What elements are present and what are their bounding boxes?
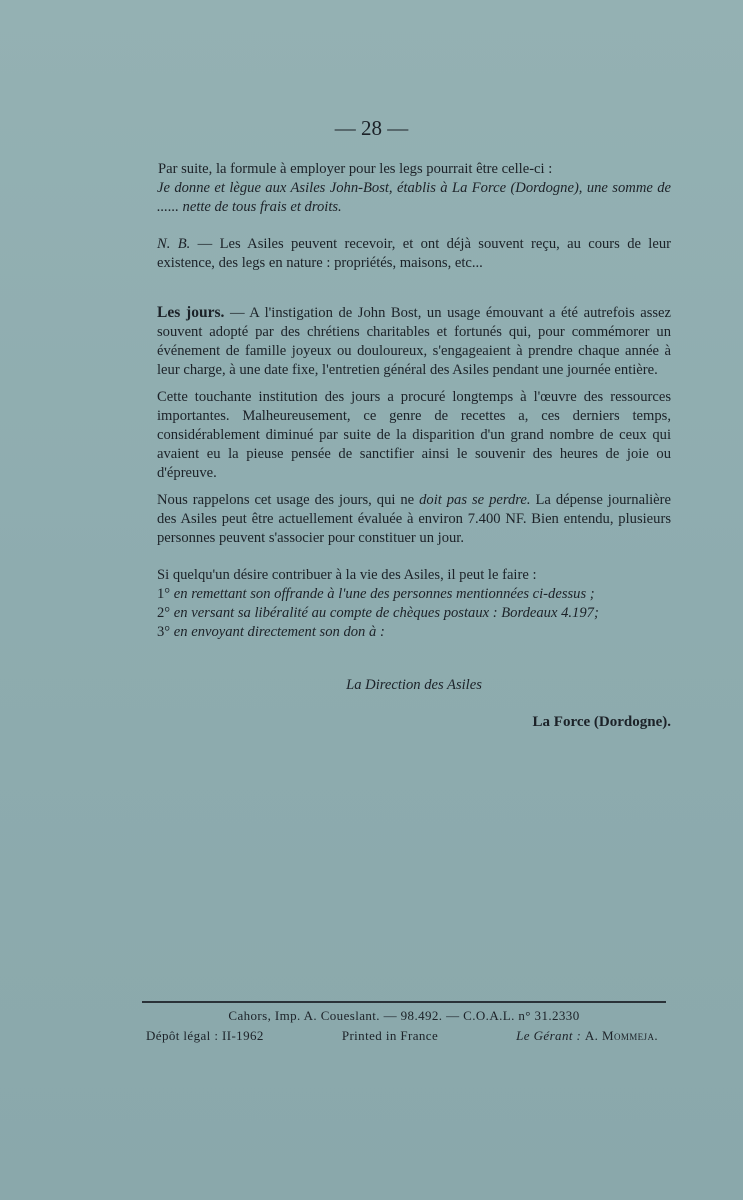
gerant-label: Le Gérant : [516, 1028, 582, 1043]
jours-p3-b: La dépense journalière des Asiles peut être actuellement évaluée à environ 7.400 NF. Bien entendu, plusieurs personnes peuvent s'associer pour constituer un jour. [157, 492, 671, 546]
legs-intro: Par suite, la formule à employer pour les legs pourrait être celle-ci : [158, 161, 553, 177]
jours-heading: Les jours. [157, 304, 225, 321]
footer-divider [142, 1001, 666, 1003]
jours-p3-a: Nous rappelons cet usage des jours, qui ne [157, 492, 420, 508]
page-number: — 28 — [334, 116, 409, 140]
contribuer-intro: Si quelqu'un désire contribuer à la vie des Asiles, il peut le faire : [157, 567, 537, 583]
main-text [157, 160, 671, 732]
item-number: 2° [157, 605, 171, 621]
item-text: en versant sa libéralité au compte de chèques postaux : Bordeaux 4.197; [173, 605, 599, 621]
contribuer-item-2 [157, 604, 671, 623]
item-number: 3° [157, 624, 171, 640]
depot-legal: Dépôt légal : II-1962 [146, 1028, 264, 1043]
item-text: en envoyant directement son don à : [173, 624, 385, 640]
signature-organization: La Direction des Asiles [346, 677, 482, 693]
jours-p1-text: — A l'instigation de John Bost, un usage émouvant a été autrefois assez souvent adopté par des chrétiens charitables et fortunés qui, pour commémorer un événement de famille joyeux ou douloureux, s'engageaient à prendre chaque année à leur charge, à une date fixe, l'entretien général des Asiles pendant une journée entière. [157, 305, 672, 378]
gerant-name: A. Mommeja. [584, 1028, 658, 1043]
item-text: en remettant son offrande à l'une des personnes mentionnées ci-dessus ; [173, 586, 595, 602]
item-number: 1° [157, 586, 171, 602]
printed-in: Printed in France [341, 1028, 439, 1043]
footer-legal-line [142, 1028, 666, 1044]
gerant [516, 1028, 658, 1044]
nb-text: — Les Asiles peuvent recevoir, et ont déjà souvent reçu, au cours de leur existence, des legs en nature : propriétés, maisons, etc... [157, 236, 671, 271]
jours-paragraph-2: Cette touchante institution des jours a procuré longtemps à l'œuvre des ressources importantes. Malheureusement, ce genre de recettes a, ces derniers temps, considérablement diminué par suite de la disparition d'un grand nombre de ceux qui avaient eu la pieuse pensée de sanctifier ainsi le souvenir des heures de joie ou d'épreuve. [157, 389, 671, 481]
legs-formula: Je donne et lègue aux Asiles John-Bost, établis à La Force (Dordogne), une somme de ...... nette de tous frais et droits. [157, 180, 671, 215]
jours-paragraph-1 [157, 303, 671, 380]
contribuer-item-3 [157, 623, 671, 642]
jours-paragraph-3 [157, 491, 671, 548]
footer-printer-line: Cahors, Imp. A. Coueslant. — 98.492. — C.O.A.L. n° 31.2330 [228, 1008, 580, 1023]
nb-paragraph [157, 235, 671, 273]
signature-place: La Force (Dordogne). [532, 714, 671, 730]
jours-p3-italic: doit pas se perdre. [419, 492, 531, 508]
nb-label: N. B. [157, 236, 191, 252]
contribuer-item-1 [157, 585, 671, 604]
